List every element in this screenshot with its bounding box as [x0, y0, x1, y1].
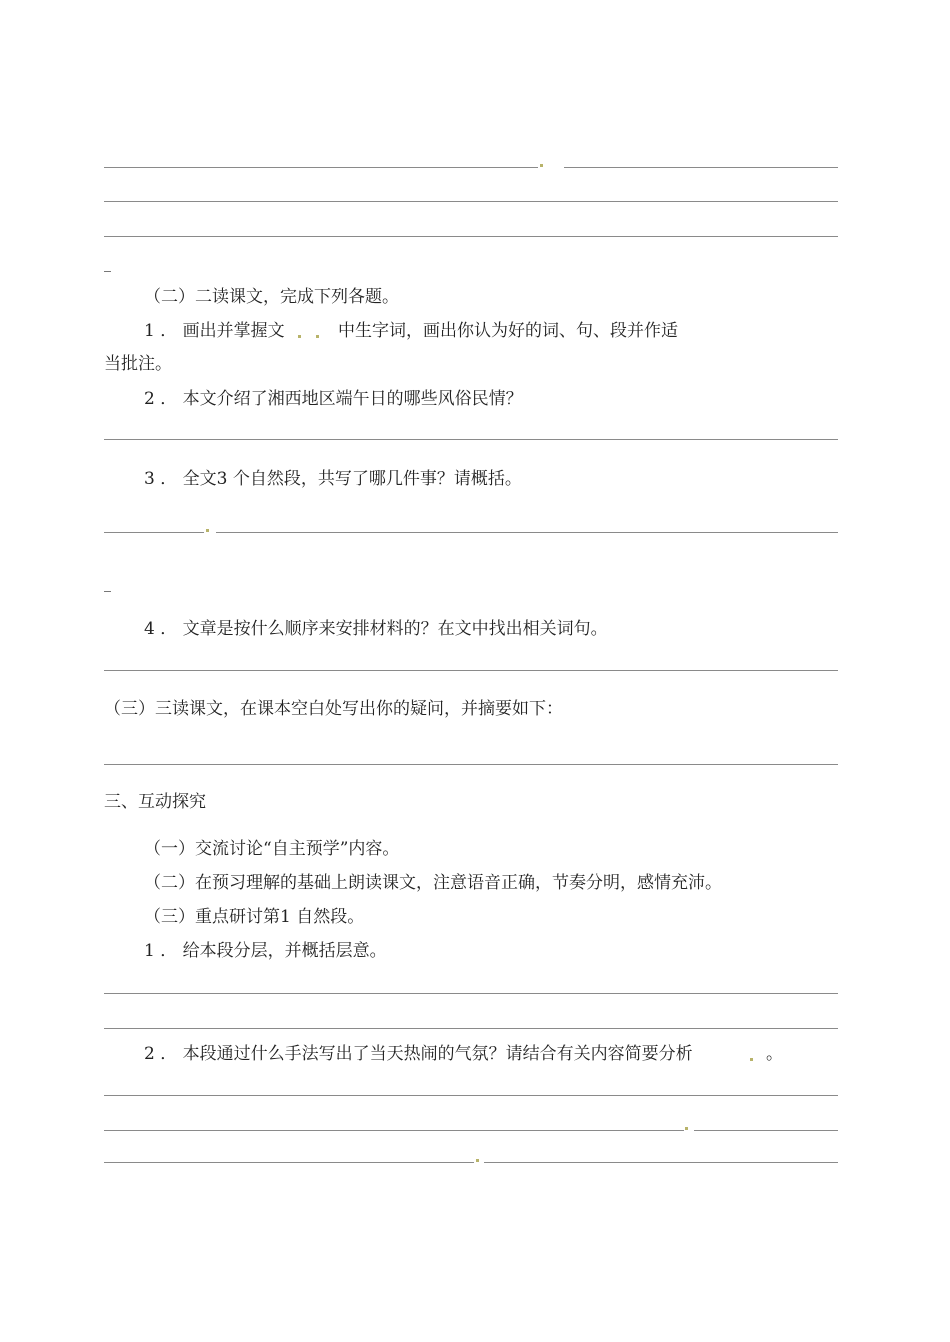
- answer-line: [104, 993, 838, 994]
- section-heading: （二）二读课文，完成下列各题。: [144, 287, 399, 307]
- section-heading: （三）三读课文，在课本空白处写出你的疑问，并摘要如下：: [104, 699, 563, 719]
- question-3: 3 ． 全文3 个自然段，共写了哪几件事？请概括。: [144, 469, 522, 489]
- answer-line: [104, 1130, 684, 1131]
- question-1-rest: 中生字词，画出你认为好的词、句、段并作适: [338, 321, 678, 341]
- answer-line: [104, 532, 204, 533]
- question-1: 1 ． 给本段分层，并概括层意。: [144, 941, 387, 961]
- mark-dot: [316, 335, 319, 338]
- line-end-mark: [104, 271, 111, 272]
- answer-line: [104, 670, 838, 671]
- discussion-item: （二）在预习理解的基础上朗读课文，注意语音正确，节奏分明，感情充沛。: [144, 873, 722, 893]
- answer-line: [104, 764, 838, 765]
- mark-dot: [476, 1159, 479, 1162]
- question-2: 2 ． 本段通过什么手法写出了当天热闹的气氛？请结合有关内容简要分析: [144, 1044, 693, 1064]
- answer-line: [484, 1162, 838, 1163]
- answer-line: [216, 532, 838, 533]
- mark-dot: [750, 1058, 753, 1061]
- answer-line: [564, 167, 838, 168]
- mark-dot: [206, 529, 209, 532]
- answer-line: [104, 439, 838, 440]
- answer-line: [104, 1028, 838, 1029]
- mark-dot: [540, 164, 543, 167]
- answer-line: [694, 1130, 838, 1131]
- line-end-mark: [104, 591, 111, 592]
- question-1-continued: 当批注。: [104, 354, 172, 374]
- discussion-item: （一）交流讨论“自主预学”内容。: [144, 839, 400, 859]
- answer-line: [104, 1162, 474, 1163]
- question-2-end: 。: [766, 1044, 783, 1064]
- answer-line: [104, 236, 838, 237]
- question-2: 2 ． 本文介绍了湘西地区端午日的哪些风俗民情？: [144, 389, 523, 409]
- question-4: 4 ． 文章是按什么顺序来安排材料的？在文中找出相关词句。: [144, 619, 608, 639]
- answer-line: [104, 201, 838, 202]
- discussion-item: （三）重点研讨第1 自然段。: [144, 907, 365, 927]
- mark-dot: [685, 1127, 688, 1130]
- mark-dot: [298, 335, 301, 338]
- question-1: 1 ． 画出并掌握文: [144, 321, 285, 341]
- answer-line: [104, 167, 538, 168]
- chapter-heading: 三、互动探究: [104, 792, 206, 812]
- answer-line: [104, 1095, 838, 1096]
